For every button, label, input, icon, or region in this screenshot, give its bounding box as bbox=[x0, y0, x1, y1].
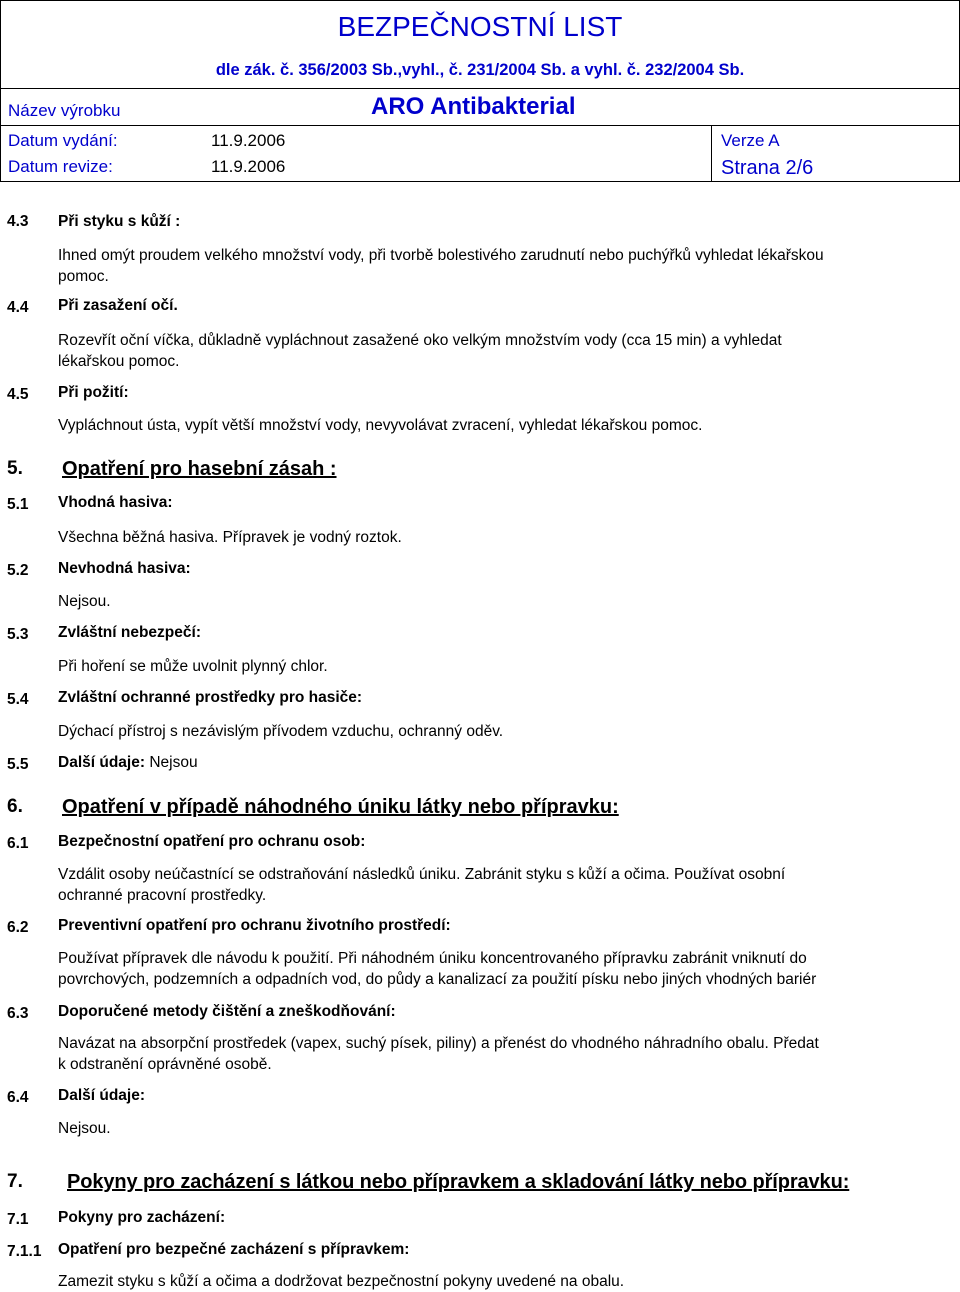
section-text: Všechna běžná hasiva. Přípravek je vodný roztok. bbox=[58, 529, 402, 546]
issue-date: 11.9.2006 bbox=[211, 131, 286, 150]
section-text: Nejsou. bbox=[58, 593, 111, 610]
section-heading: Další údaje: bbox=[58, 1087, 145, 1104]
section-text: Zamezit styku s kůží a očima a dodržovat bezpečnostní pokyny uvedené na obalu. bbox=[58, 1273, 625, 1290]
section-heading: Při požití: bbox=[58, 384, 129, 401]
section-text: Vypláchnout ústa, vypít větší množství vody, nevyvolávat zvracení, vyhledat lékařskou pomoc. bbox=[58, 417, 703, 434]
section-number: 7.1 bbox=[7, 1211, 29, 1228]
section-number: 5.1 bbox=[7, 496, 29, 513]
chapter-number: 7. bbox=[7, 1171, 23, 1192]
document-title: BEZPEČNOSTNÍ LIST bbox=[337, 11, 623, 42]
section-number: 4.3 bbox=[7, 213, 29, 230]
section-value: Nejsou bbox=[149, 754, 198, 771]
product-name: ARO Antibakterial bbox=[371, 93, 576, 120]
section-text: povrchových, podzemních a odpadních vod, do půdy a kanalizací za použití písku nebo jiných vhodných bariér bbox=[58, 971, 817, 988]
issue-date-label: Datum vydání: bbox=[8, 131, 118, 150]
section-inline bbox=[58, 752, 198, 773]
revision-date-label: Datum revize: bbox=[8, 157, 113, 176]
section-text: pomoc. bbox=[58, 268, 109, 285]
section-heading: Zvláštní nebezpečí: bbox=[58, 624, 201, 641]
section-heading: Pokyny pro zacházení: bbox=[58, 1209, 226, 1226]
section-heading: Vhodná hasiva: bbox=[58, 494, 173, 511]
section-number: 4.4 bbox=[7, 299, 29, 316]
section-heading: Zvláštní ochranné prostředky pro hasiče: bbox=[58, 689, 363, 706]
section-text: k odstranění oprávněné osobě. bbox=[58, 1056, 272, 1073]
section-heading: Bezpečnostní opatření pro ochranu osob: bbox=[58, 833, 366, 850]
header-divider bbox=[1, 125, 959, 126]
document-header bbox=[0, 0, 960, 182]
section-number: 6.2 bbox=[7, 919, 29, 936]
section-number: 5.4 bbox=[7, 691, 29, 708]
section-text: Používat přípravek dle návodu k použití. Při náhodném úniku koncentrovaného přípravku zabránit vniknutí do bbox=[58, 950, 807, 967]
header-divider-vertical bbox=[711, 126, 712, 181]
section-number: 4.5 bbox=[7, 386, 29, 403]
chapter-title: Opatření pro hasební zásah : bbox=[62, 458, 337, 480]
chapter-number: 5. bbox=[7, 458, 23, 479]
section-text: Vzdálit osoby neúčastnící se odstraňování následků úniku. Zabránit styku s kůží a očima. Používat osobní bbox=[58, 866, 786, 883]
section-text: Rozevřít oční víčka, důkladně vypláchnout zasažené oko velkým množstvím vody (cca 15 min) a vyhledat bbox=[58, 332, 782, 349]
legal-basis: dle zák. č. 356/2003 Sb.,vyhl., č. 231/2004 Sb. a vyhl. č. 232/2004 Sb. bbox=[215, 61, 745, 79]
revision-date: 11.9.2006 bbox=[211, 157, 286, 176]
section-text: Ihned omýt proudem velkého množství vody, při tvorbě bolestivého zarudnutí nebo puchýřků vyhledat lékařskou bbox=[58, 247, 824, 264]
section-heading: Doporučené metody čištění a zneškodňování: bbox=[58, 1003, 396, 1020]
page-number: Strana 2/6 bbox=[721, 157, 814, 179]
section-heading: Nevhodná hasiva: bbox=[58, 560, 191, 577]
section-heading: Preventivní opatření pro ochranu životního prostředí: bbox=[58, 917, 451, 934]
chapter-title: Opatření v případě náhodného úniku látky nebo přípravku: bbox=[62, 796, 619, 818]
section-number: 6.4 bbox=[7, 1089, 29, 1106]
section-text: Při hoření se může uvolnit plynný chlor. bbox=[58, 658, 328, 675]
header-divider bbox=[1, 88, 959, 89]
section-text: Nejsou. bbox=[58, 1120, 111, 1137]
section-text: Navázat na absorpční prostředek (vapex, suchý písek, piliny) a přenést do vhodného náhradního obalu. Předat bbox=[58, 1035, 819, 1052]
section-number: 7.1.1 bbox=[7, 1243, 42, 1260]
section-heading: Při zasažení očí. bbox=[58, 297, 178, 314]
section-heading: Další údaje: bbox=[58, 754, 145, 771]
product-label: Název výrobku bbox=[8, 101, 121, 120]
section-number: 5.2 bbox=[7, 562, 29, 579]
section-heading: Při styku s kůží : bbox=[58, 213, 181, 230]
section-text: ochranné pracovní prostředky. bbox=[58, 887, 267, 904]
section-number: 6.3 bbox=[7, 1005, 29, 1022]
section-number: 5.3 bbox=[7, 626, 29, 643]
version: Verze A bbox=[721, 131, 780, 150]
section-number: 5.5 bbox=[7, 756, 29, 773]
chapter-number: 6. bbox=[7, 796, 23, 817]
section-text: Dýchací přístroj s nezávislým přívodem vzduchu, ochranný oděv. bbox=[58, 723, 504, 740]
chapter-title: Pokyny pro zacházení s látkou nebo přípravkem a skladování látky nebo přípravku: bbox=[67, 1171, 850, 1193]
section-number: 6.1 bbox=[7, 835, 29, 852]
section-heading: Opatření pro bezpečné zacházení s přípravkem: bbox=[58, 1241, 410, 1258]
section-text: lékařskou pomoc. bbox=[58, 353, 180, 370]
